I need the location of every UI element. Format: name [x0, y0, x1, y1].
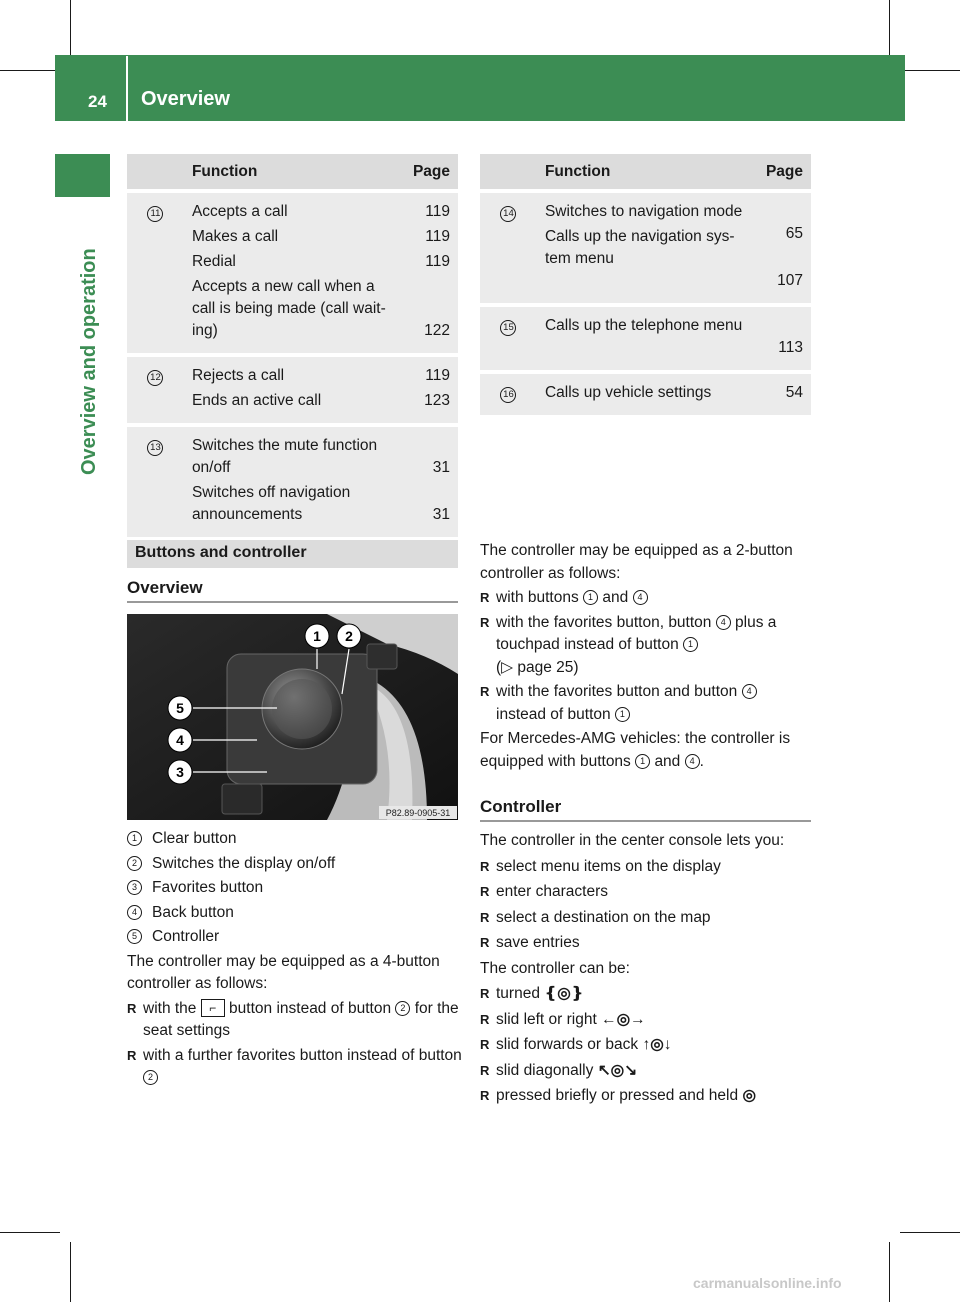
page-ref: 113: [778, 339, 803, 356]
callout-label: 1: [313, 628, 321, 644]
col-function: Function: [537, 154, 758, 191]
function-text: Accepts a call: [191, 203, 288, 220]
crop-mark: [900, 1232, 960, 1233]
overview-heading: Overview: [127, 578, 203, 597]
crop-mark: [70, 0, 71, 60]
page-ref: 31: [432, 506, 450, 523]
page-ref: 119: [425, 367, 450, 384]
legend-item: 5 Controller: [127, 926, 462, 949]
list-item: R slid left or right ←◎→: [480, 1009, 813, 1032]
callout-number: 13: [147, 440, 163, 456]
list-item: R slid diagonally ↖◎↘: [480, 1060, 813, 1083]
callout-label: 5: [176, 700, 184, 716]
table-row: [127, 191, 458, 355]
legend-item: 3 Favorites button: [127, 877, 462, 900]
right-text-column: [480, 540, 813, 773]
list-item: R enter characters: [480, 881, 813, 904]
list-item: R slid forwards or back ↑◎↓: [480, 1034, 813, 1057]
amg-note: For Mercedes-AMG vehicles: the controller is equipped with buttons 1 and 4 .: [480, 730, 791, 770]
seat-icon: ⌐: [201, 999, 225, 1017]
list-item: R turned ❴◎❵: [480, 983, 813, 1006]
function-table-right: [480, 154, 811, 415]
crop-mark: [889, 0, 890, 60]
callout-number: 14: [500, 206, 516, 222]
page-ref: 119: [425, 228, 450, 245]
function-text: Redial: [191, 253, 236, 270]
table-row: [127, 355, 458, 425]
crop-mark: [889, 1242, 890, 1302]
list-item: R select menu items on the display: [480, 856, 813, 879]
callout-label: 2: [345, 628, 353, 644]
function-text: Calls up the navigation sys-tem menu: [544, 228, 735, 267]
callout-number: 15: [500, 320, 516, 336]
legend-item: 2 Switches the display on/off: [127, 853, 462, 876]
table-row: [480, 305, 811, 372]
photo-callout: [168, 696, 192, 720]
function-text: Calls up the telephone menu: [544, 317, 743, 334]
page-ref: 119: [425, 203, 450, 220]
list-item: R select a destination on the map: [480, 907, 813, 930]
controller-heading: Controller: [480, 797, 562, 816]
list-item: R with buttons 1 and 4: [480, 587, 813, 610]
section-bar: [127, 540, 458, 568]
page-ref: 119: [425, 253, 450, 270]
legend-item: 4 Back button: [127, 902, 462, 925]
function-text: Switches the mute function on/off: [191, 437, 378, 476]
callout-label: 3: [176, 764, 184, 780]
list-item: R with a further favorites button instead of button 2: [127, 1045, 462, 1090]
photo-callout: [305, 624, 329, 648]
can-be-intro: The controller can be:: [480, 959, 630, 977]
col-page: Page: [758, 154, 811, 191]
page-ref: 54: [785, 384, 803, 401]
slide-forward-back-icon: ↑◎↓: [642, 1036, 672, 1053]
table-header-row: [127, 154, 458, 191]
page-number: 24: [88, 92, 107, 111]
crop-mark: [0, 1232, 60, 1233]
legend-item: 1 Clear button: [127, 828, 462, 851]
controller-intro: The controller in the center console lets you:: [480, 832, 785, 849]
controller-text: [480, 830, 813, 1108]
section-title: Buttons and controller: [135, 544, 307, 561]
left-text-column: [127, 828, 462, 1090]
list-item: R with the ⌐ button instead of button 2 for the seat settings: [127, 998, 462, 1043]
header-separator: [126, 56, 128, 121]
function-text: Ends an active call: [191, 392, 322, 409]
page-reference[interactable]: (▷ page 25): [496, 658, 579, 676]
photo-callout: [168, 760, 192, 784]
heading-rule: [480, 820, 811, 822]
turn-icon: ❴◎❵: [544, 985, 584, 1002]
callout-label: 4: [176, 732, 184, 748]
table-row: [480, 372, 811, 415]
table-row: [480, 191, 811, 305]
watermark: carmanualsonline.info: [693, 1275, 842, 1291]
page-ref: 107: [777, 272, 803, 289]
function-text: Rejects a call: [191, 367, 285, 384]
function-text: Calls up vehicle settings: [544, 384, 712, 401]
page-title: Overview: [141, 88, 230, 110]
col-page: Page: [405, 154, 458, 191]
function-table-left: [127, 154, 458, 537]
photo-callout: [168, 728, 192, 752]
list-item: R with the favorites button, button 4 plus a touchpad instead of button 1 (▷ page 25): [480, 612, 813, 680]
function-text: Accepts a new call when a call is being made (call wait-ing): [191, 278, 386, 339]
function-text: Makes a call: [191, 228, 279, 245]
press-icon: ◎: [742, 1087, 756, 1104]
table-row: [127, 425, 458, 537]
callout-number: 16: [500, 387, 516, 403]
callout-number: 11: [147, 206, 163, 222]
list-item: R save entries: [480, 932, 813, 955]
photo-code: P82.89-0905-31: [385, 808, 451, 818]
slide-diagonal-icon: ↖◎↘: [597, 1061, 638, 1079]
two-button-intro: The controller may be equipped as a 2-button controller as follows:: [480, 542, 793, 582]
crop-mark: [70, 1242, 71, 1302]
callout-number: 12: [147, 370, 163, 386]
page-ref: 65: [785, 225, 803, 242]
heading-rule: [127, 601, 458, 603]
sidebar-tab: [55, 154, 110, 197]
function-text: Switches to navigation mode: [544, 203, 743, 220]
crop-mark: [900, 70, 960, 71]
list-item: R pressed briefly or pressed and held ◎: [480, 1085, 813, 1108]
crop-mark: [0, 70, 60, 71]
col-function: Function: [184, 154, 405, 191]
page-ref: 122: [424, 322, 450, 339]
four-button-intro: The controller may be equipped as a 4-button controller as follows:: [127, 952, 440, 992]
controller-photo: [127, 614, 458, 820]
page-ref: 31: [432, 459, 450, 476]
table-header-row: [480, 154, 811, 191]
sidebar-title: Overview and operation: [78, 248, 100, 475]
slide-left-right-icon: ←◎→: [601, 1010, 646, 1028]
page-ref: 123: [424, 392, 450, 409]
list-item: R with the favorites button and button 4 instead of button 1: [480, 681, 813, 726]
function-text: Switches off navigation announcements: [191, 484, 351, 523]
photo-callout: [337, 624, 361, 648]
